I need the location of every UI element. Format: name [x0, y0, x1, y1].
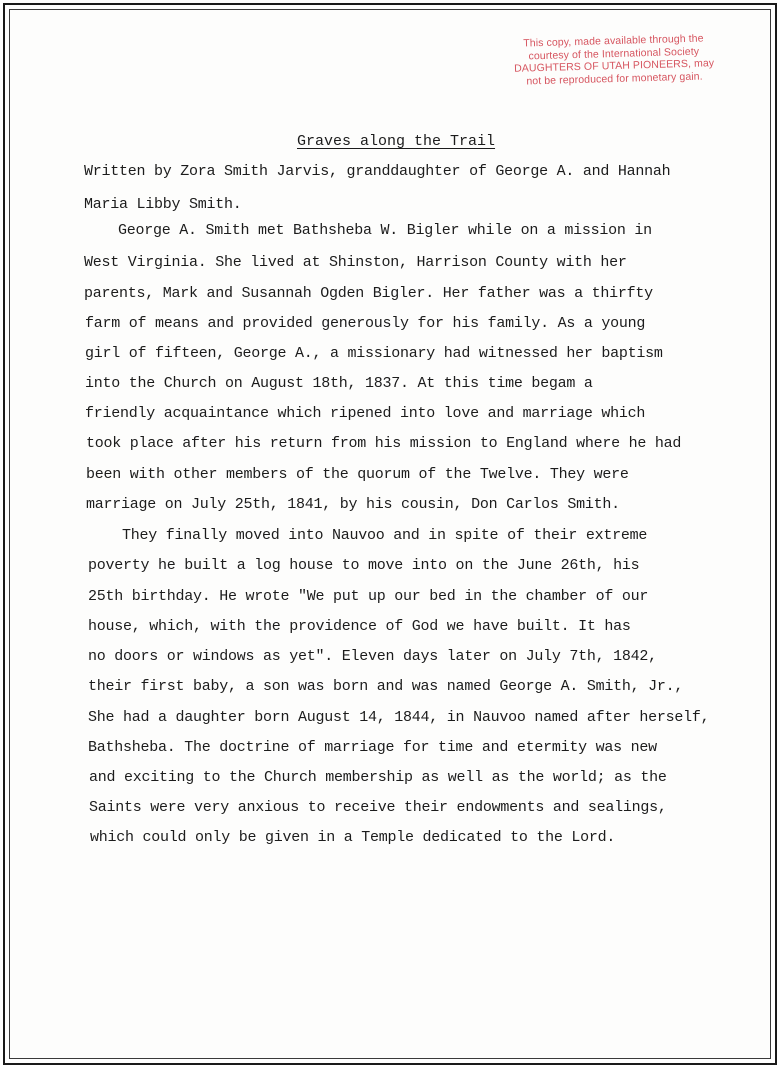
text-line: Saints were very anxious to receive their endowments and sealings,: [89, 799, 667, 816]
text-line: She had a daughter born August 14, 1844, in Nauvoo named after herself,: [88, 709, 710, 726]
text-line: into the Church on August 18th, 1837. At this time begam a: [85, 375, 593, 392]
text-line: which could only be given in a Temple dedicated to the Lord.: [90, 829, 616, 846]
text-line: marriage on July 25th, 1841, by his cousin, Don Carlos Smith.: [86, 496, 620, 513]
text-line: parents, Mark and Susannah Ogden Bigler. Her father was a thirfty: [84, 285, 653, 302]
document-title: Graves along the Trail: [297, 133, 496, 150]
copyright-stamp: [505, 32, 722, 88]
stamp-line: not be reproduced for monetary gain.: [526, 70, 703, 88]
text-line: girl of fifteen, George A., a missionary had witnessed her baptism: [85, 345, 663, 362]
text-line: been with other members of the quorum of the Twelve. They were: [86, 466, 629, 483]
text-line: took place after his return from his mission to England where he had: [86, 435, 682, 452]
stamp-line: courtesy of the International Society: [528, 45, 700, 62]
text-line: Maria Libby Smith.: [84, 196, 242, 213]
stamp-line: DAUGHTERS OF UTAH PIONEERS, may: [513, 57, 715, 75]
text-line: no doors or windows as yet". Eleven days later on July 7th, 1842,: [88, 648, 657, 665]
text-line: Bathsheba. The doctrine of marriage for time and etermity was new: [88, 739, 657, 756]
text-line: They finally moved into Nauvoo and in spite of their extreme: [122, 527, 648, 544]
text-line: West Virginia. She lived at Shinston, Harrison County with her: [84, 254, 627, 271]
text-line: their first baby, a son was born and was named George A. Smith, Jr.,: [88, 678, 684, 695]
text-line: George A. Smith met Bathsheba W. Bigler while on a mission in: [118, 222, 652, 239]
text-line: and exciting to the Church membership as well as the world; as the: [89, 769, 667, 786]
text-line: friendly acquaintance which ripened into love and marriage which: [85, 405, 646, 422]
stamp-line: This copy, made available through the: [523, 32, 704, 50]
text-line: Written by Zora Smith Jarvis, granddaughter of George A. and Hannah: [84, 163, 671, 180]
text-line: house, which, with the providence of God we have built. It has: [88, 618, 631, 635]
text-line: poverty he built a log house to move into on the June 26th, his: [88, 557, 640, 574]
text-line: farm of means and provided generously for his family. As a young: [85, 315, 646, 332]
text-line: 25th birthday. He wrote "We put up our bed in the chamber of our: [88, 588, 649, 605]
